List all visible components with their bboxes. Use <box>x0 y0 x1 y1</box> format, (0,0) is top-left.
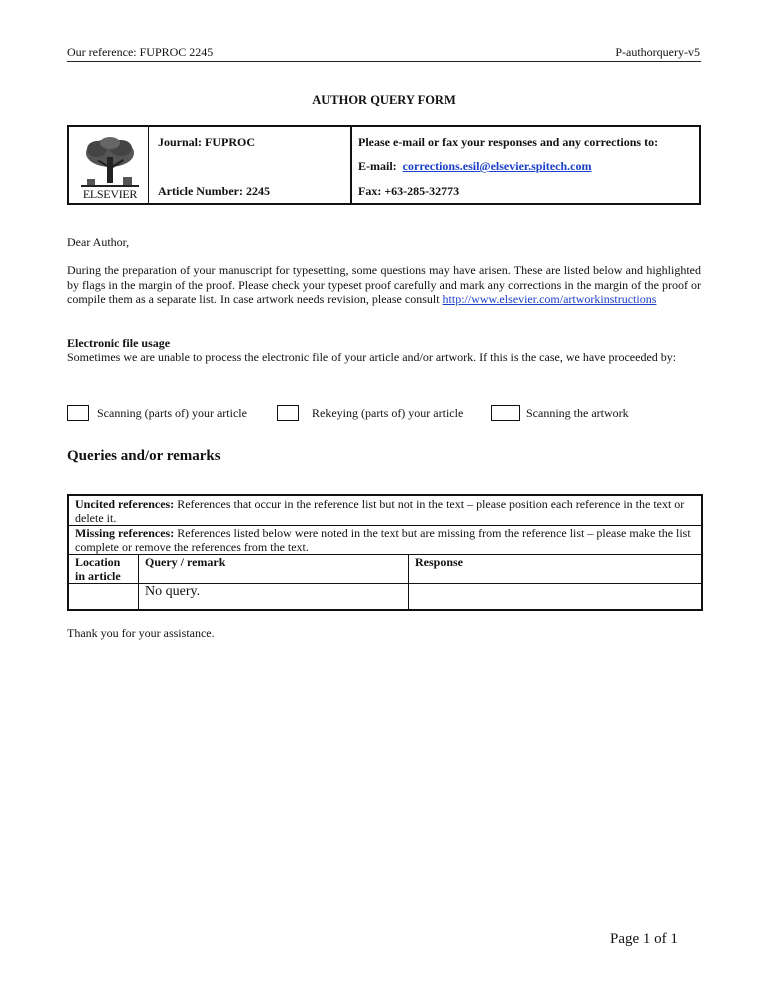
query-cell: No query. <box>139 584 409 610</box>
missing-row <box>68 526 702 555</box>
checkbox-rekeying-article[interactable] <box>277 405 299 421</box>
col-location: Location in article <box>68 555 139 584</box>
info-box-divider <box>350 127 352 203</box>
elsevier-logo <box>75 133 145 203</box>
our-reference: Our reference: FUPROC 2245 <box>67 45 214 59</box>
electronic-text: Sometimes we are unable to process the electronic file of your article and/or artwork. If this is the case, we have proceeded by: <box>67 350 677 364</box>
col-response: Response <box>409 555 703 584</box>
uncited-text: References that occur in the reference list but not in the text – please position each reference in the text or delete it. <box>75 497 685 525</box>
column-header-row <box>68 555 702 584</box>
checkbox-scanning-article[interactable] <box>67 405 89 421</box>
article-number: Article Number: 2245 <box>158 184 270 198</box>
header-divider <box>67 61 701 62</box>
contact-heading: Please e-mail or fax your responses and any corrections to: <box>358 135 659 149</box>
intro-text: During the preparation of your manuscript for typesetting, some questions may have arisen. These are listed below and highlighted by flags in the margin of the proof. Please check your typeset proof carefully and mark any corrections in the margin of the proof or compile them as a separate list. In case artwork needs revision, please consult <box>67 263 701 306</box>
email-label: E-mail: <box>358 159 397 173</box>
form-code: P-authorquery-v5 <box>615 45 700 59</box>
query-table <box>67 494 703 611</box>
missing-cell <box>68 526 702 555</box>
checkbox-scanning-artwork[interactable] <box>491 405 520 421</box>
col-query: Query / remark <box>139 555 409 584</box>
artwork-instructions-link[interactable]: http://www.elsevier.com/artworkinstructions <box>442 292 657 306</box>
email-link[interactable]: corrections.esil@elsevier.spitech.com <box>402 159 592 173</box>
intro-paragraph <box>67 263 701 307</box>
uncited-label: Uncited references: <box>75 497 175 511</box>
response-cell[interactable] <box>409 584 703 610</box>
email-line <box>358 159 591 174</box>
journal-name: Journal: FUPROC <box>158 135 255 149</box>
missing-text: References listed below were noted in the text but are missing from the reference list – please make the list complete or remove the references from the text. <box>75 526 691 554</box>
publisher-name: ELSEVIER <box>82 187 138 201</box>
location-cell[interactable] <box>68 584 139 610</box>
missing-label: Missing references: <box>75 526 175 540</box>
info-box <box>67 125 701 205</box>
table-row <box>68 584 702 610</box>
greeting: Dear Author, <box>67 235 130 249</box>
fax-number: Fax: +63-285-32773 <box>358 184 460 198</box>
form-title: AUTHOR QUERY FORM <box>312 93 456 107</box>
thanks-text: Thank you for your assistance. <box>67 626 215 640</box>
checkbox-label: Scanning the artwork <box>526 406 629 420</box>
page-number: Page 1 of 1 <box>610 931 678 947</box>
uncited-cell <box>68 495 702 526</box>
checkbox-label: Scanning (parts of) your article <box>97 406 247 420</box>
uncited-row <box>68 495 702 526</box>
queries-heading: Queries and/or remarks <box>67 448 221 464</box>
electronic-heading: Electronic file usage <box>67 336 171 350</box>
checkbox-label: Rekeying (parts of) your article <box>312 406 464 420</box>
